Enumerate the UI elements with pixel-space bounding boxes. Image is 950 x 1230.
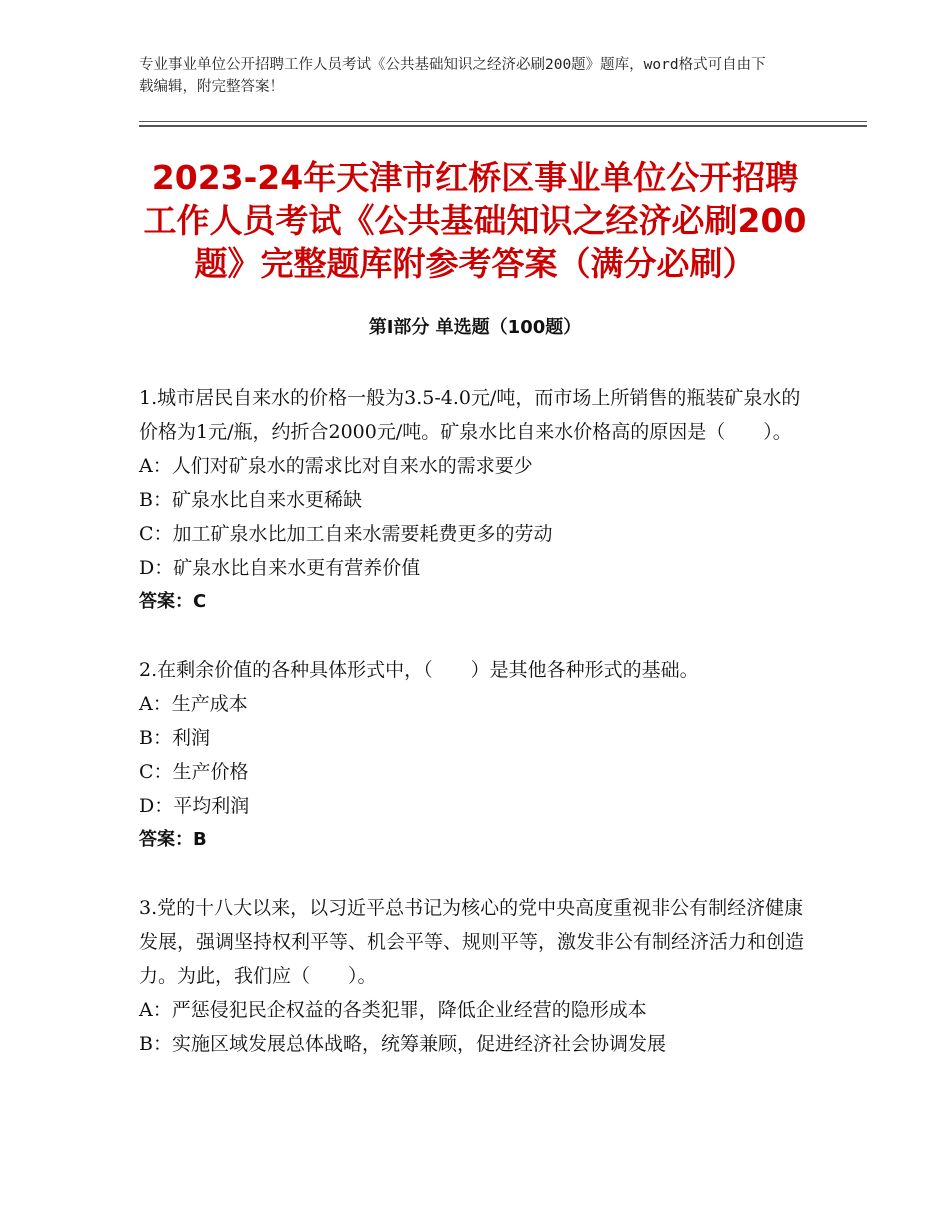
- option-d: D：平均利润: [139, 795, 250, 817]
- document-title: 2023-24年天津市红桥区事业单位公开招聘工作人员考试《公共基础知识之经济必刷200题》完整题库附参考答案（满分必刷）: [143, 158, 807, 283]
- answer: 答案：B: [139, 829, 207, 850]
- option-a: A：严惩侵犯民企权益的各类犯罪，降低企业经营的隐形成本: [139, 999, 647, 1021]
- answer: 答案：C: [139, 591, 207, 612]
- header-divider-thick: [139, 125, 867, 127]
- option-b: B：实施区域发展总体战略，统筹兼顾，促进经济社会协调发展: [139, 1033, 666, 1055]
- question-1: [139, 381, 811, 619]
- section-heading: 第Ⅰ部分 单选题（100题）: [368, 317, 582, 338]
- question-stem: 1.城市居民自来水的价格一般为3.5-4.0元/吨，而市场上所销售的瓶装矿泉水的价格为1元/瓶，约折合2000元/吨。矿泉水比自来水价格高的原因是（ ）。: [139, 387, 801, 443]
- option-b: B：矿泉水比自来水更稀缺: [139, 489, 362, 511]
- option-c: C：加工矿泉水比加工自来水需要耗费更多的劳动: [139, 523, 553, 545]
- option-c: C：生产价格: [139, 761, 249, 783]
- header-note: 专业事业单位公开招聘工作人员考试《公共基础知识之经济必刷200题》题库，word格式可自由下载编辑，附完整答案！: [139, 57, 766, 95]
- header-divider-thin: [139, 121, 867, 122]
- question-list: [139, 381, 811, 1095]
- option-a: A：人们对矿泉水的需求比对自来水的需求要少: [139, 455, 533, 477]
- question-stem: 2.在剩余价值的各种具体形式中，（ ）是其他各种形式的基础。: [139, 659, 699, 681]
- question-2: [139, 653, 811, 857]
- question-stem: 3.党的十八大以来，以习近平总书记为核心的党中央高度重视非公有制经济健康发展，强调坚持权利平等、机会平等、规则平等，激发非公有制经济活力和创造力。为此，我们应（ ）。: [139, 897, 805, 987]
- option-b: B：利润: [139, 727, 210, 749]
- question-3: [139, 891, 811, 1061]
- option-a: A：生产成本: [139, 693, 248, 715]
- option-d: D：矿泉水比自来水更有营养价值: [139, 557, 421, 579]
